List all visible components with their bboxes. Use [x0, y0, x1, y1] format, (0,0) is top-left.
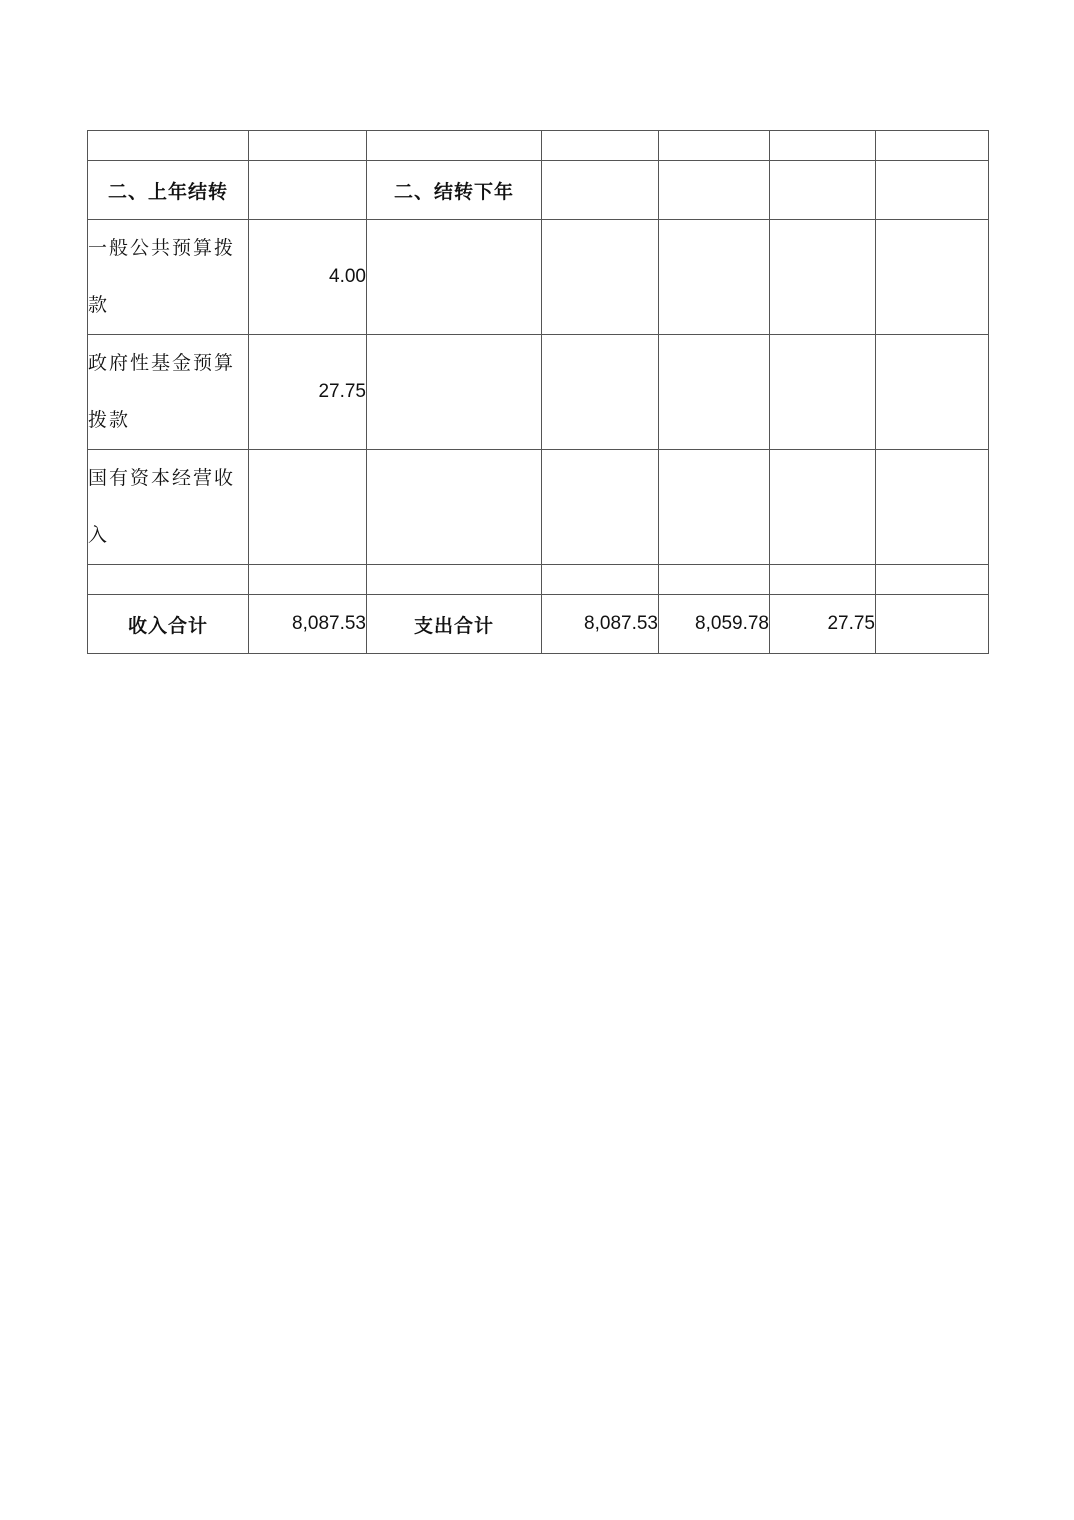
expense-total-col2: 8,059.78	[659, 595, 770, 654]
table-row	[88, 220, 989, 335]
table-cell	[770, 335, 876, 450]
table-cell	[367, 131, 542, 161]
row-label: 国有资本经营收入	[88, 450, 249, 565]
table-cell	[770, 450, 876, 565]
table-cell	[542, 220, 659, 335]
table-cell	[659, 450, 770, 565]
table-row	[88, 161, 989, 220]
table-cell	[876, 335, 989, 450]
table-cell	[367, 450, 542, 565]
table-cell	[367, 565, 542, 595]
table-cell	[88, 565, 249, 595]
table-row	[88, 450, 989, 565]
table-cell	[659, 161, 770, 220]
budget-table	[87, 130, 989, 654]
table-cell	[876, 595, 989, 654]
table-cell	[876, 450, 989, 565]
table-cell	[542, 565, 659, 595]
table-cell	[367, 335, 542, 450]
table-cell	[542, 335, 659, 450]
table-cell	[770, 220, 876, 335]
section-heading-expense-carryforward: 二、结转下年	[367, 161, 542, 220]
income-total-value: 8,087.53	[249, 595, 367, 654]
table-cell	[249, 131, 367, 161]
table-cell	[88, 131, 249, 161]
table-cell	[770, 131, 876, 161]
table-cell	[876, 131, 989, 161]
table-cell	[770, 565, 876, 595]
table-cell	[876, 565, 989, 595]
table-cell	[542, 131, 659, 161]
table-cell	[249, 565, 367, 595]
table-cell	[876, 220, 989, 335]
table-cell	[659, 220, 770, 335]
row-label: 一般公共预算拨款	[88, 220, 249, 335]
table-cell	[659, 335, 770, 450]
amount-cell: 4.00	[249, 220, 367, 335]
table-cell	[367, 220, 542, 335]
income-total-label: 收入合计	[88, 595, 249, 654]
amount-cell: 27.75	[249, 335, 367, 450]
row-label: 政府性基金预算拨款	[88, 335, 249, 450]
expense-total-value: 8,087.53	[542, 595, 659, 654]
section-heading-income-carryover: 二、上年结转	[88, 161, 249, 220]
table-cell	[249, 161, 367, 220]
amount-cell	[249, 450, 367, 565]
table-row	[88, 565, 989, 595]
table-cell	[659, 131, 770, 161]
table-cell	[659, 565, 770, 595]
table-cell	[542, 450, 659, 565]
table-row	[88, 335, 989, 450]
table-cell	[876, 161, 989, 220]
table-cell	[770, 161, 876, 220]
table-row	[88, 131, 989, 161]
expense-total-label: 支出合计	[367, 595, 542, 654]
expense-total-col3: 27.75	[770, 595, 876, 654]
table-row-total	[88, 595, 989, 654]
table-cell	[542, 161, 659, 220]
